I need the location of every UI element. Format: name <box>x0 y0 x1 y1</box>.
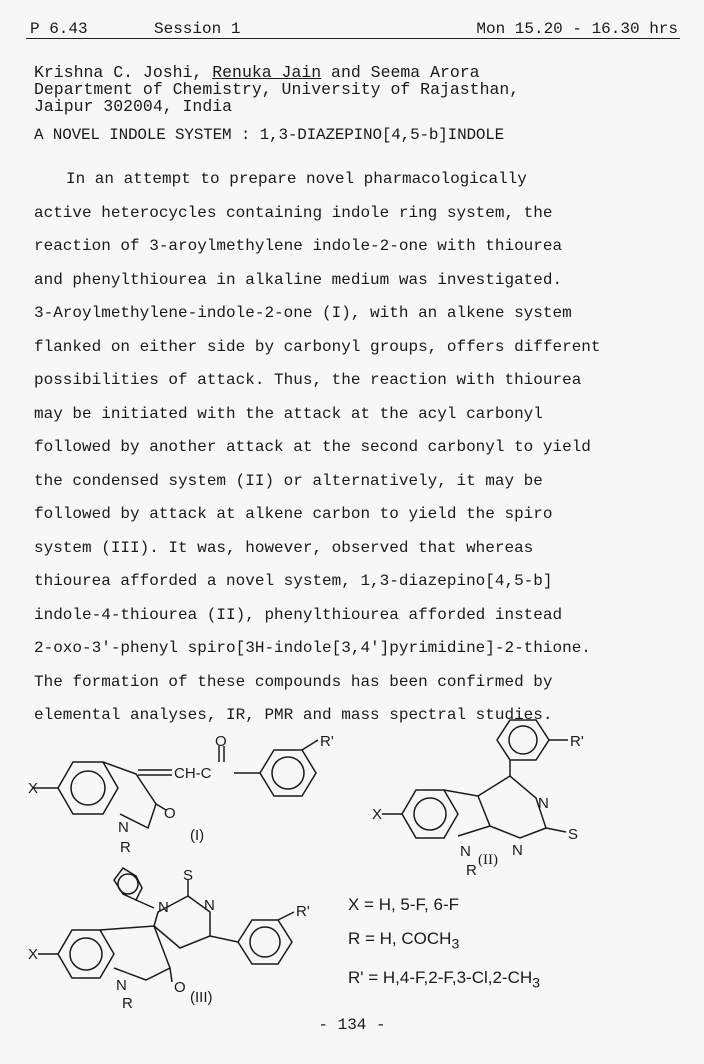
phenyl-circle <box>250 927 280 957</box>
body-line: system (III). It was, however, observed that whereas <box>34 538 534 557</box>
compound-label-1: (I) <box>190 827 205 844</box>
r-prime-definition <box>348 961 540 1000</box>
ch-c-label: CH-C <box>174 765 212 782</box>
compound-label-2: (II) <box>478 852 498 868</box>
body-line: elemental analyses, IR, PMR and mass spectral studies. <box>34 706 553 724</box>
r-prime-bond <box>278 912 294 920</box>
r-prime-label: R' <box>570 733 584 750</box>
body-line: followed by attack at alkene carbon to yield the spiro <box>34 505 553 523</box>
body-line: and phenylthiourea in alkaline medium was investigated. <box>34 270 563 289</box>
r-prime-label: R' <box>320 733 334 750</box>
structure-1 <box>28 733 358 860</box>
author-block <box>34 64 519 115</box>
benzene-ring <box>58 762 118 814</box>
address-line: Jaipur 302004, India <box>34 97 233 116</box>
x-label: X <box>28 946 39 963</box>
r-definition-text: R = H, COCH <box>348 929 452 948</box>
page-header <box>30 16 678 40</box>
structure-3 <box>28 867 348 1012</box>
n-phenyl-bond <box>136 900 154 908</box>
n-label-2: N <box>158 899 169 916</box>
aromatic-circle <box>70 938 102 970</box>
n-label-1: N <box>460 843 471 860</box>
phenyl-circle <box>272 757 304 789</box>
x-definition: X = H, 5-F, 6-F <box>348 895 459 914</box>
body-line: may be initiated with the attack at the acyl carbonyl <box>34 404 543 423</box>
r-label: R <box>120 839 131 856</box>
affiliation-line: Department of Chemistry, University of Rajasthan, <box>34 80 520 99</box>
body-line: indole-4-thiourea (II), phenylthiourea afforded instead <box>34 605 563 624</box>
r-prime-definition-subscript: 3 <box>532 975 541 992</box>
body-line: thiourea afforded a novel system, 1,3-diazepino[4,5-b] <box>34 572 553 590</box>
oxo-label: O <box>164 805 176 822</box>
abstract-title: A NOVEL INDOLE SYSTEM : 1,3-DIAZEPINO[4,5-b]INDOLE <box>34 126 505 144</box>
aryl-bond <box>210 936 238 942</box>
x-label: X <box>28 780 39 797</box>
n-phenyl-circle <box>118 874 138 894</box>
body-line: reaction of 3-aroylmethylene indole-2-one with thiourea <box>34 237 563 255</box>
x-label: X <box>372 806 383 823</box>
structure-2 <box>370 728 680 878</box>
r-label: R <box>466 862 477 879</box>
pyrrole-ring <box>103 762 156 828</box>
author-names-rest: and Seema Arora <box>321 63 480 82</box>
author-line <box>34 64 519 81</box>
s-label: S <box>183 867 194 884</box>
aromatic-circle <box>71 771 105 805</box>
pyrrole-ring <box>100 926 170 980</box>
compound-label-3: (III) <box>190 989 213 1006</box>
body-line: 3-Aroylmethylene-indole-2-one (I), with an alkene system <box>34 304 572 322</box>
page-number: - 134 - <box>318 1016 386 1034</box>
body-line: followed by another attack at the second carbonyl to yield <box>34 438 591 456</box>
header-rule <box>26 38 680 39</box>
r-label: R <box>122 995 133 1012</box>
r-definition-subscript: 3 <box>451 936 460 953</box>
n-label-1: N <box>116 977 127 994</box>
pyrrole-ring <box>444 790 490 836</box>
r-prime-definition-text: R' = H,4-F,2-F,3-Cl,2-CH <box>348 968 533 988</box>
body-line: the condensed system (II) or alternatively, it may be <box>34 471 543 490</box>
substituent-key <box>348 888 540 1001</box>
n-label: N <box>118 819 129 836</box>
benzene-ring <box>402 790 458 838</box>
aromatic-circle <box>414 798 446 830</box>
body-line: possibilities of attack. Thus, the reaction with thiourea <box>34 371 582 389</box>
r-prime-bond <box>302 740 318 750</box>
carbonyl-bond <box>170 968 172 982</box>
session-label: Session 1 <box>154 20 241 38</box>
ketone-o-label: O <box>215 733 227 750</box>
body-line: The formation of these compounds has been confirmed by <box>34 672 553 691</box>
oxo-label: O <box>174 979 186 996</box>
n-label-2: N <box>512 842 523 859</box>
phenyl-circle <box>509 726 537 754</box>
body-line: active heterocycles containing indole ring system, the <box>34 203 553 222</box>
body-line: flanked on either side by carbonyl groups, offers different <box>34 337 601 356</box>
paper-code: P 6.43 <box>30 20 88 38</box>
r-definition <box>348 922 540 961</box>
n-label-3: N <box>538 795 549 812</box>
s-label: S <box>568 826 579 843</box>
r-prime-label: R' <box>296 903 310 920</box>
diazepine-ring <box>478 776 546 838</box>
author-names: Krishna C. Joshi, <box>34 63 213 82</box>
presenting-author: Renuka Jain <box>212 63 322 82</box>
thione-bond <box>546 828 566 832</box>
abstract-body <box>34 168 674 738</box>
benzene-ring <box>58 930 114 978</box>
body-line: 2-oxo-3'-phenyl spiro[3H-indole[3,4']pyrimidine]-2-thione. <box>34 639 591 657</box>
n-label-3: N <box>204 897 215 914</box>
session-time: Mon 15.20 - 16.30 hrs <box>476 20 678 38</box>
body-line: In an attempt to prepare novel pharmacologically <box>66 170 527 188</box>
